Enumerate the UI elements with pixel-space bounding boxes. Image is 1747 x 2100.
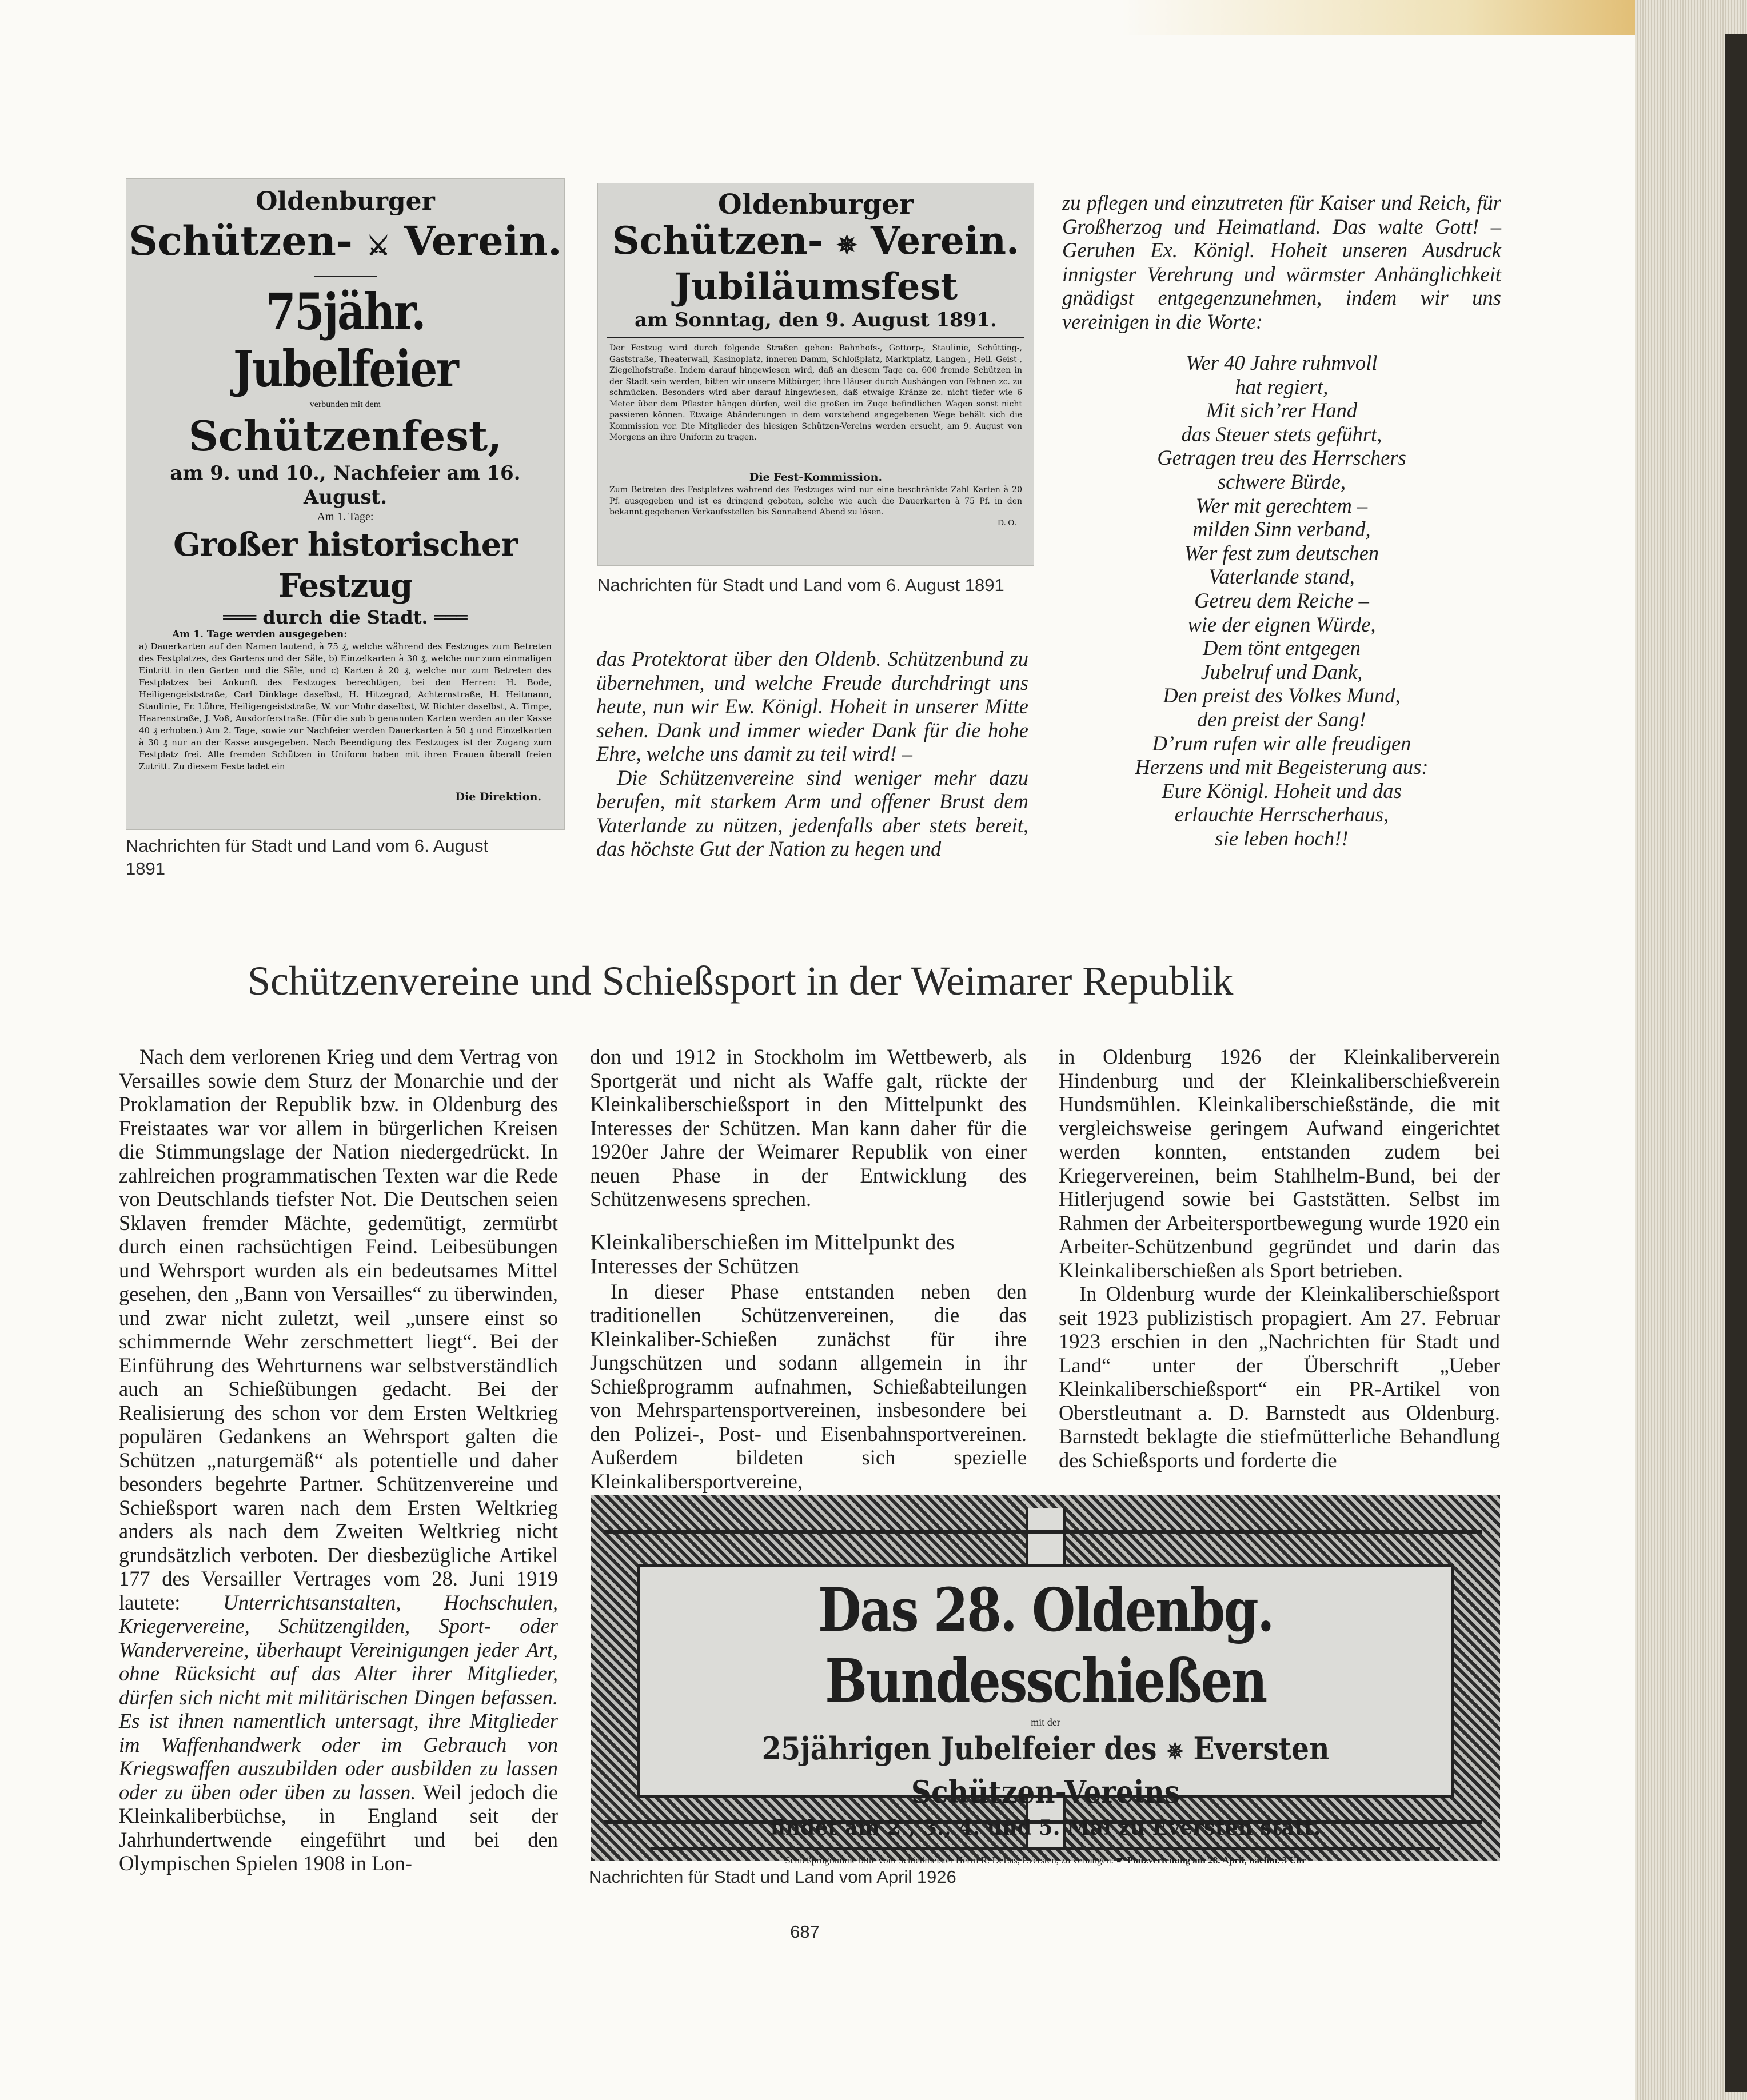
clipping-1-jubilee: 75jähr. Jubelfeier [233,282,458,398]
col2-top-para-1: das Protektorat über den Oldenb. Schützenbund zu übernehmen, und welche Freude durchdringt uns heute, nun wir Ew. Königl. Hoheit in unserer Mitte sehen. Dank und immer wieder Dank für die hohe Ehre, welche uns damit zu teil wird! – [596,647,1028,765]
clipping-2-jubilee: Jubiläumsfest [674,265,958,308]
poem-line: Wer mit gerechtem – [1195,493,1368,517]
advertisement-1926 [591,1495,1500,1866]
page-number: 687 [790,1922,820,1942]
clipping-2-caption: Nachrichten für Stadt und Land vom 6. August 1891 [597,575,1004,595]
col1-para: Nach dem verlorenen Krieg und dem Vertrag von Versailles sowie dem Sturz der Monarchie und der Proklamation der Republik bzw. in Oldenburg des Freistaates war vor allem in bürgerlichen Kreisen die Stimmungslage der Nation niedergedrückt. In zahlreichen programmatischen Texten war die Rede von Deutschlands tiefster Not. Die Deutschen seien Sklaven fremder Mächte, gedemütigt, zermürbt durch einen rachsüchtigen Feind. Leibesübungen und Wehrsport wurden als ein bedeutsames Mittel gesehen, den „Bann von Versailles“ zu überwinden, und zwar nicht zuletzt, weil „unsere einst so schimmernde Wehr zerschmettert liegt“. Bei der Einführung des Wehrturnens war selbstverständlich auch an Schießübungen gedacht. Bei der Realisierung des schon vor dem Ersten Weltkrieg populären Gedankens an Wehrsport galten die Schützen „naturgemäß“ als potentielle und daher besonders begehrte Partner. Schützenvereine und Schießsport waren nach dem Ersten Weltkrieg anders als nach dem Zweiten Weltkrieg nicht grundsätzlich verboten. Der diesbezügliche Artikel 177 des Versailler Vertrages vom 28. Juni 1919 lautete: Unterrichtsanstalten, Hochschulen, Kriegervereine, Schützengilden, Sport- oder Wandervereine, überhaupt Vereinigungen jeder Art, ohne Rücksicht auf das Alter ihrer Mitglieder, dürfen sich nicht mit militärischen Dingen befassen. Es ist ihnen namentlich untersagt, ihre Mitglieder im Waffenhandwerk oder im Gebrauch von Kriegswaffen auszubilden oder ausbilden zu lassen oder zu üben oder üben zu lassen. Weil jedoch die Kleinkaliberbüchse, in England seit der Jahrhundertwende eingeführt und bei den Olympischen Spielen 1908 in Lon- [119,1045,559,1875]
clipping-1-dates: am 9. und 10., Nachfeier am 16. August. [170,462,521,509]
hand-pointer-icon: ☛ [1116,1855,1125,1866]
ad-caption: Nachrichten für Stadt und Land vom April 1926 [589,1867,956,1887]
col3-para-2: In Oldenburg wurde der Kleinkaliberschießsport seit 1923 publizistisch propagiert. Am 27. Februar 1923 erschien in den „Nachrichten für Stadt und Land“ unter der Überschrift „Ueber Kleinkaliberschießsport“ ein PR-Artikel von Oberstleutnant a. D. Barnstedt aus Oldenburg. Barnstedt beklagte die stiefmütterliche Behandlung des Schießsports und forderte die [1059,1282,1500,1472]
col2-text [590,1045,1027,1493]
clipping-2-body2: Zum Betreten des Festplatzes während des Festzuges wird nur eine beschränkte Zahl Karten à 20 Pf. ausgegeben und ist es dringend geboten, solche wie auch die Dauerkarten à 75 Pf. in den bekannt gegebenen Verkaufsstellen bis Sonnabend Abend zu lösen. [609,485,1022,517]
clipping-1-sign: Die Direktion. [455,791,541,803]
col2-top-para-2: Die Schützenvereine sind weniger mehr dazu berufen, mit starkem Arm und offener Brust dem Vaterlande zu nützen, jedenfalls aber stets bereit, das höchste Gut der Nation zu hegen und [596,765,1028,860]
club-emblem-icon: ✵ [1166,1738,1184,1765]
ad-line4: Schießprogramme bitte vom Schießmeister Herrn R. DeLas, Eversten, zu verlangen. ☛ Platzverteilung am 28. April, nachm. 3 Uhr [785,1855,1306,1866]
clipping-2-body: Der Festzug wird durch folgende Straßen gehen: Bahnhofs-, Gottorp-, Staulinie, Schütting-, Gaststraße, Theaterwall, Kasinoplatz, inneren Damm, Schloßplatz, Marktplatz, Langen-, Heil.-Geist-, Ziegelhofstraße. Indem darauf hingewiesen wird, daß an diesem Tage ca. 600 fremde Schützen in der Stadt sein werden, bitten wir unsere Mitbürger, ihre Häuser durch Aushängen von Fahnen zc. zu schmücken. Besonders wird aber darauf hingewiesen, daß etwaige Kränze zc. nicht tiefer wie 6 Meter über dem Pflaster hängen dürfen, weil die großen im Zuge befindlichen Wagen sonst nicht passieren können. Etwaige Abänderungen in dem vorstehend angegebenen Wege behält sich die Kommission vor. Die Mitglieder des hiesigen Schützen-Vereins werden ersucht, am 9. August von Morgens an ihre Uniform zu tragen. [609,344,1022,442]
poem-line: Jubelruf und Dank, [1200,660,1363,684]
poem-line: Getragen treu des Herrschers [1157,446,1406,470]
poem-line: milden Sinn verband, [1192,517,1371,541]
poem-line: Wer 40 Jahre ruhmvoll [1186,351,1378,374]
poem-line: Getreu dem Reiche – [1194,588,1369,612]
col3-top-para: zu pflegen und einzutreten für Kaiser und Reich, für Großherzog und Heimatland. Das walte Gott! – Geruhen Ex. Königl. Hoheit unseren Ausdruck innigster Verehrung und wärmster Anhänglichkeit gnädigst entgegenzunehmen, indem wir uns vereinigen in die Worte: [1062,191,1501,333]
poem-line: Den preist des Volkes Mund, [1163,684,1401,708]
clipping-1-connected: verbunden mit dem [309,400,381,409]
poem-line: Dem tönt entgegen [1203,636,1361,660]
poem-line: Mit sich’rer Hand [1206,398,1358,422]
poem-line: das Steuer stets geführt, [1181,422,1382,446]
poem-line: D’rum rufen wir alle freudigen [1152,731,1411,755]
section-heading: Schützenvereine und Schießsport in der Weimarer Republik [248,958,1234,1004]
clipping-2-sign: D. O. [998,518,1016,528]
poem-line: Wer fest zum deutschen [1184,541,1379,565]
clipping-1-body: a) Dauerkarten auf den Namen lautend, à 75 ₰, welche während des Festzuges zum Betreten des Festplatzes, des Gartens und der Säle, b) Einzelkarten à 30 ₰, welche nur zum einmaligen Eintritt in den Garten und die Säle, und c) Karten à 20 ₰, welche nur zum Betreten des Festplatzes bei Ankunft des Festzuges berechtigen, bei den Herren: H. Bode, Heiligengeiststraße, Carl Dinklage daselbst, H. Hitzegrad, Achternstraße, H. Heitmann, Staulinie, Fr. Lühre, Heiligengeiststraße, W. vor Mohr daselbst, W. Richter daselbst, A. Timpe, Haarenstraße, J. Voß, Ausdorferstraße. (Für die sub b genannten Karten werden an der Kasse 40 ₰ erhoben.) Am 2. Tage, sowie zur Nachfeier werden Dauerkarten à 50 ₰ und Einzelkarten à 30 ₰ nur an der Kasse ausgegeben. Nach Beendigung des Festzuges ist der Zugang zum Festplatz frei. Alle fremden Schützen in Uniform haben mit ihren Frauen überall freien Zutritt. Zu diesem Feste ladet ein [139,641,552,772]
poem-line: wie der eignen Würde, [1187,612,1376,636]
clipping-1-list-title: Am 1. Tage werden ausgegeben: [172,629,348,640]
poem-line: schwere Bürde, [1217,469,1346,493]
col2-para-1: don und 1912 in Stockholm im Wettbewerb, als Sportgerät und nicht als Waffe galt, rückte der Kleinkaliberschießsport in den Mittelpunkt des Interesses der Schützen. Man kann daher für die 1920er Jahre der Weimarer Republik von einer neuen Phase in der Entwicklung des Schützenwesens sprechen. [590,1045,1027,1211]
target-emblem-icon: ✵ [836,231,858,260]
col1-text [119,1045,558,1875]
ad-line2: 25jährigen Jubelfeier des ✵ Eversten Schützen-Vereins [761,1730,1330,1810]
clipping-1-fest: Schützenfest, [188,412,502,460]
clipping-1-through: ═══ durch die Stadt. ═══ [223,606,468,628]
book-page-edges [1635,0,1747,2100]
clipping-1-top: Oldenburger [256,187,435,216]
poem-line: den preist der Sang! [1197,707,1366,731]
col3-text [1059,1045,1500,1472]
poem [1062,351,1501,850]
col3-para-1: in Oldenburg 1926 der Kleinkaliberverein Hindenburg und der Kleinkaliberschießverein Hundsmühlen. Kleinkaliberschießstände, die mit vergleichsweise geringem Aufwand eingerichtet werden konnten, entstanden zudem bei Kriegervereinen, beim Stahlhelm-Bund, bei der Hitlerjugend sowie bei Gaststätten. Selbst im Rahmen der Arbeitersportbewegung wurde 1920 ein Arbeiter-Schützenbund gegründet und darin das Kleinkaliberschießen als Sport betrieben. [1059,1045,1500,1282]
target-emblem-icon: ⚔ [366,230,390,261]
clipping-1-caption: Nachrichten für Stadt und Land vom 6. August 1891 [126,836,489,879]
ad-line3: findet am 2., 3., 4. und 5. Mai zu Eversten statt. [770,1816,1321,1840]
col2-top-text [596,647,1028,861]
poem-line: erlauchte Herrscherhaus, [1174,803,1389,827]
clipping-2-commission: Die Fest-Kommission. [749,471,883,484]
col2-para-2: In dieser Phase entstanden neben den traditionellen Schützenvereinen, die das Kleinkaliber-Schießen zunächst für ihre Jungschützen und sodann allgemein in ihr Schießprogramm aufnahmen, Schießabteilungen von Mehrspartensportvereinen, insbesondere bei den Polizei-, Post- und Eisenbahnsportvereinen. Außerdem bildeten sich spezielle Kleinkalibersportvereine, [590,1279,1027,1493]
newspaper-clipping-1 [126,178,565,830]
poem-line: Eure Königl. Hoheit und das [1162,778,1402,803]
clipping-1-club: Schützen- ⚔ Verein. [129,217,562,265]
ad-with: mit der [1031,1716,1060,1728]
poem-line: Herzens und mit Begeisterung aus: [1135,755,1429,779]
clipping-2-date: am Sonntag, den 9. August 1891. [635,309,997,332]
clipping-2-top: Oldenburger [717,189,914,221]
ad-title: Das 28. Oldenbg. Bundesschießen [817,1575,1274,1716]
clipping-1-day1: Am 1. Tage: [317,510,374,523]
poem-line: sie leben hoch!! [1215,826,1349,850]
clipping-1-parade: Großer historischer Festzug [173,526,517,605]
col3-top-text [1062,191,1501,333]
poem-line: Vaterlande stand, [1208,565,1355,589]
newspaper-clipping-2 [597,183,1034,566]
col2-subheading: Kleinkaliberschießen im Mittelpunkt des Interesses der Schützen [590,1229,955,1279]
clipping-2-club: Schützen- ✵ Verein. [612,218,1019,263]
poem-line: hat regiert, [1235,374,1329,398]
